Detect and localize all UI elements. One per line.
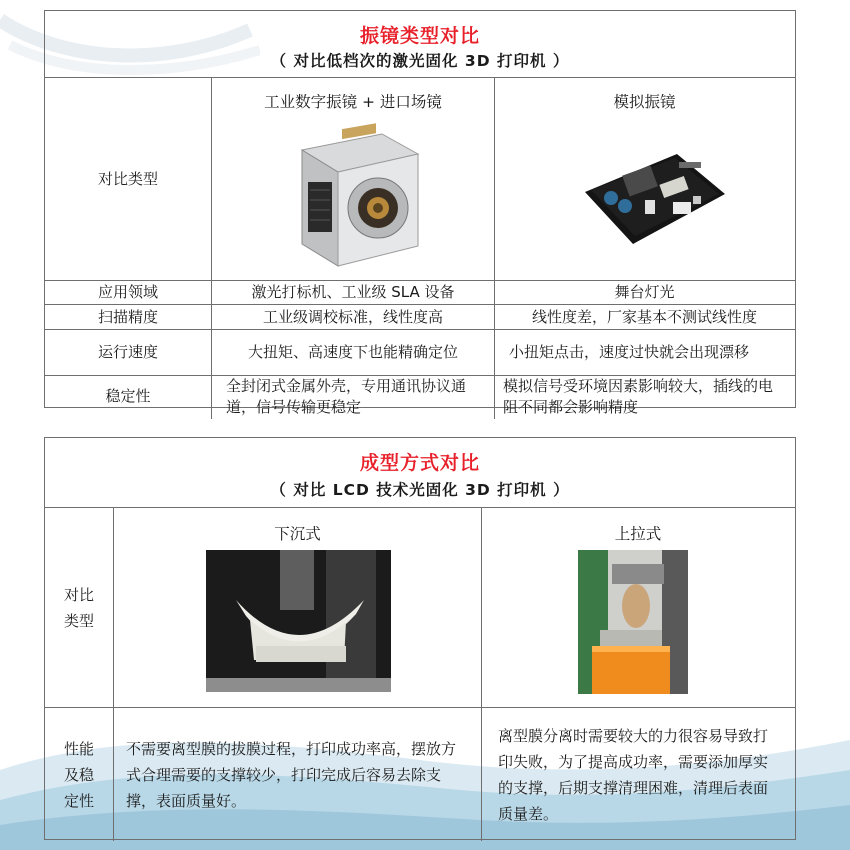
compare-type-row	[45, 77, 795, 280]
sink-type-print-image	[206, 550, 391, 692]
cell-text: 舞台灯光	[614, 283, 675, 301]
compare-type-label: 对比类型	[97, 169, 158, 188]
compare-type-row	[45, 507, 795, 707]
row-label-cell	[45, 330, 211, 375]
industrial-galvo-image	[292, 120, 422, 268]
perf-label-line: 及稳	[63, 765, 94, 784]
row-label-cell	[45, 708, 113, 841]
cell-a	[211, 281, 494, 304]
column-title: 下沉式	[274, 525, 321, 543]
compare-label-line: 对比	[63, 585, 94, 604]
row-label-cell	[45, 281, 211, 304]
cell-a	[113, 708, 481, 841]
cell-a	[211, 330, 494, 375]
row-label: 运行速度	[97, 343, 158, 361]
cell-text: 离型膜分离时需要较大的力很容易导致打印失败，为了提高成功率，需要添加厚实的支撑，后期支撑清理困难，清理后表面质量差。	[498, 726, 769, 823]
table-row	[45, 375, 795, 416]
cell-text: 线性度差，厂家基本不测试线性度	[531, 307, 757, 326]
cell-text: 小扭矩点击，速度过快就会出现漂移	[509, 343, 750, 361]
row-label: 应用领域	[97, 283, 158, 301]
column-sink-type	[113, 508, 481, 707]
cell-b	[494, 330, 794, 375]
perf-label-line: 性能	[63, 739, 94, 758]
cell-b	[494, 305, 794, 329]
galvo-comparison-table	[44, 10, 796, 416]
analog-galvo-board-image	[581, 140, 729, 250]
row-label	[45, 78, 211, 280]
cell-text: 不需要离型膜的拔膜过程，打印成功率高，摆放方式合理需要的支撑较少，打印完成后容易去除支撑，表面质量好。	[126, 739, 457, 810]
row-label-cell	[45, 508, 113, 707]
table-title-row	[45, 11, 795, 77]
table-title: 振镜类型对比	[359, 25, 480, 47]
table-title: 成型方式对比	[359, 452, 480, 474]
table-row	[45, 280, 795, 304]
cell-text: 模拟信号受环境因素影响较大，插线的电阻不同都会影响精度	[503, 377, 774, 416]
cell-b	[494, 375, 794, 419]
row-label-cell	[45, 374, 211, 418]
cell-a	[211, 375, 494, 419]
compare-label-line: 类型	[63, 611, 94, 630]
performance-row	[45, 707, 795, 841]
row-label: 扫描精度	[97, 307, 158, 326]
forming-method-comparison-table	[44, 437, 796, 840]
row-label: 稳定性	[105, 386, 151, 405]
cell-b	[481, 708, 794, 841]
column-title: 工业数字振镜 + 进口场镜	[264, 93, 442, 111]
cell-text: 全封闭式金属外壳，专用通讯协议通道，信号传输更稳定	[226, 377, 467, 416]
table-subtitle: （ 对比低档次的激光固化 3D 打印机 ）	[270, 52, 570, 70]
table-subtitle: （ 对比 LCD 技术光固化 3D 打印机 ）	[270, 481, 570, 499]
column-title: 上拉式	[614, 525, 662, 543]
row-label-cell	[45, 305, 211, 329]
cell-a	[211, 305, 494, 329]
cell-text: 激光打标机、工业级 SLA 设备	[251, 283, 455, 301]
column-industrial-galvo	[211, 78, 494, 280]
table-title-row	[45, 438, 795, 507]
cell-b	[494, 281, 794, 304]
perf-label-line: 定性	[63, 791, 94, 810]
table-row	[45, 329, 795, 375]
column-title: 模拟振镜	[613, 93, 676, 111]
cell-text: 工业级调校标准，线性度高	[262, 307, 443, 326]
pull-up-type-print-image	[578, 550, 688, 694]
cell-text: 大扭矩、高速度下也能精确定位	[247, 343, 458, 361]
column-analog-galvo	[494, 78, 794, 280]
table-row	[45, 304, 795, 329]
column-pull-up-type	[481, 508, 794, 707]
